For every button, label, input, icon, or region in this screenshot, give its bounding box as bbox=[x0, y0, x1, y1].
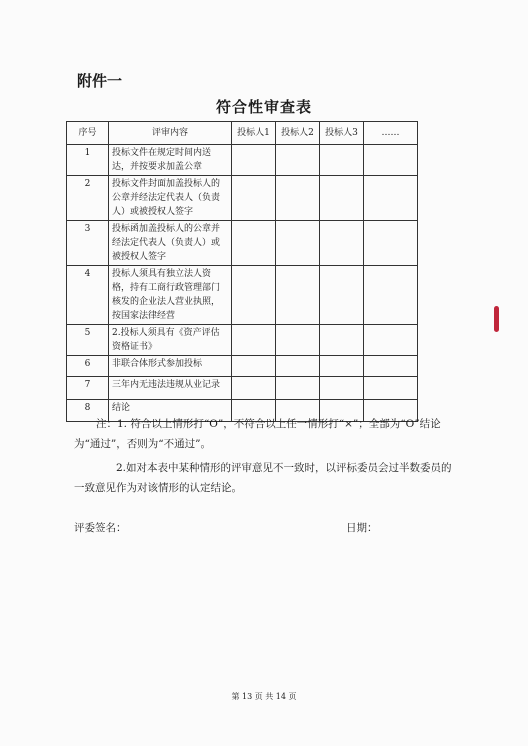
row-content: 三年内无违法违规从业记录 bbox=[109, 377, 232, 400]
bidder-cell bbox=[320, 356, 364, 377]
row-number: 7 bbox=[67, 377, 109, 400]
column-header-more: …… bbox=[364, 122, 418, 145]
date-label: 日期： bbox=[346, 522, 378, 534]
row-content: 非联合体形式参加投标 bbox=[109, 356, 232, 377]
table-row bbox=[67, 266, 418, 325]
table-row bbox=[67, 221, 418, 266]
table-row bbox=[67, 145, 418, 176]
row-number: 8 bbox=[67, 400, 109, 422]
bidder-cell bbox=[232, 145, 276, 176]
table-row bbox=[67, 176, 418, 221]
bidder-cell bbox=[364, 145, 418, 176]
bidder-cell bbox=[276, 356, 320, 377]
row-number: 4 bbox=[67, 266, 109, 325]
row-content: 投标文件在规定时间内送达，并按要求加盖公章 bbox=[109, 145, 232, 176]
bidder-cell bbox=[276, 221, 320, 266]
row-number: 3 bbox=[67, 221, 109, 266]
row-number: 5 bbox=[67, 325, 109, 356]
column-header-bidder-2: 投标人2 bbox=[276, 122, 320, 145]
bidder-cell bbox=[320, 176, 364, 221]
row-number: 2 bbox=[67, 176, 109, 221]
bidder-cell bbox=[276, 176, 320, 221]
bidder-cell bbox=[276, 145, 320, 176]
bidder-cell bbox=[232, 377, 276, 400]
bidder-cell bbox=[320, 145, 364, 176]
column-header-bidder-3: 投标人3 bbox=[320, 122, 364, 145]
row-content: 投标函加盖投标人的公章并经法定代表人（负责人）或被授权人签字 bbox=[109, 221, 232, 266]
bidder-cell bbox=[320, 266, 364, 325]
bidder-cell bbox=[364, 176, 418, 221]
column-header-bidder-1: 投标人1 bbox=[232, 122, 276, 145]
annex-heading: 附件一 bbox=[77, 72, 123, 90]
bidder-cell bbox=[232, 356, 276, 377]
page-footer: 第 13 页 共 14 页 bbox=[231, 692, 297, 701]
bidder-cell bbox=[232, 325, 276, 356]
row-content: 结论 bbox=[109, 400, 232, 422]
table-row bbox=[67, 377, 418, 400]
bidder-cell bbox=[276, 266, 320, 325]
row-number: 6 bbox=[67, 356, 109, 377]
bidder-cell bbox=[232, 266, 276, 325]
bidder-cell bbox=[276, 325, 320, 356]
review-table bbox=[66, 121, 418, 422]
table-row bbox=[67, 325, 418, 356]
bidder-cell bbox=[320, 377, 364, 400]
bidder-cell bbox=[232, 176, 276, 221]
bidder-cell bbox=[276, 377, 320, 400]
note-2: 2.如对本表中某种情形的评审意见不一致时，以评标委员会过半数委员的一致意见作为对该情形的认定结论。 bbox=[74, 462, 452, 494]
row-content: 投标人须具有独立法人资格，持有工商行政管理部门核发的企业法人营业执照，按国家法律经营 bbox=[109, 266, 232, 325]
reviewer-signature-label: 评委签名： bbox=[74, 522, 127, 534]
row-content: 投标文件封面加盖投标人的公章并经法定代表人（负责人）或被授权人签字 bbox=[109, 176, 232, 221]
column-header-no: 序号 bbox=[67, 122, 109, 145]
table-row bbox=[67, 356, 418, 377]
page-title: 符合性审查表 bbox=[215, 98, 312, 116]
note-1: 注：1. 符合以上情形打“O”，不符合以上任一情形打“×”；全部为“O”结论为“通过”，否则为“不通过”。 bbox=[74, 418, 441, 450]
row-number: 1 bbox=[67, 145, 109, 176]
table-header-row bbox=[67, 122, 418, 145]
bidder-cell bbox=[232, 221, 276, 266]
bidder-cell bbox=[364, 356, 418, 377]
column-header-content: 评审内容 bbox=[109, 122, 232, 145]
row-content: 2.投标人须具有《资产评估资格证书》 bbox=[109, 325, 232, 356]
bidder-cell bbox=[320, 221, 364, 266]
bidder-cell bbox=[364, 266, 418, 325]
bidder-cell bbox=[364, 325, 418, 356]
bidder-cell bbox=[364, 377, 418, 400]
bidder-cell bbox=[320, 325, 364, 356]
bidder-cell bbox=[364, 221, 418, 266]
seal-mark bbox=[494, 306, 499, 332]
